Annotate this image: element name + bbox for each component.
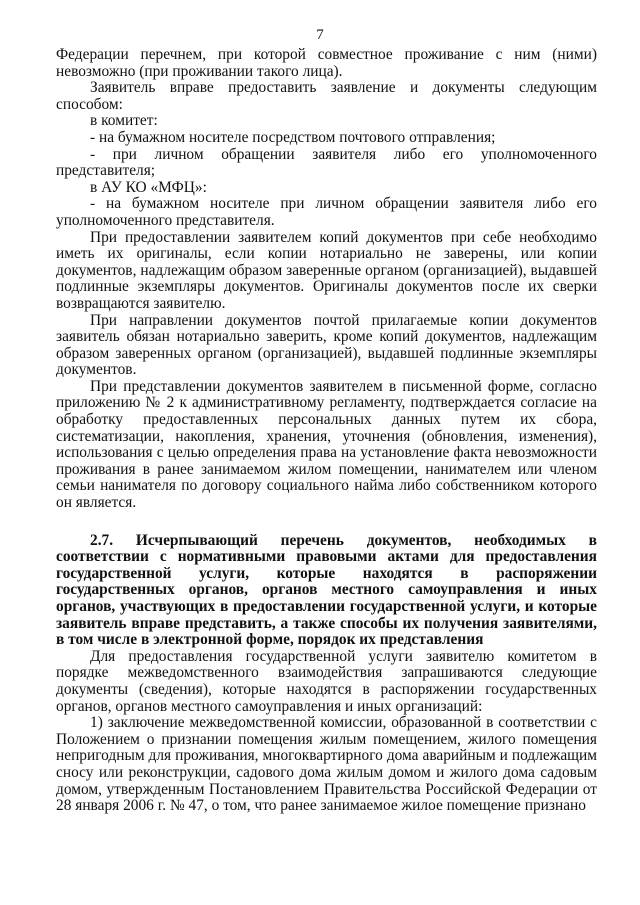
paragraph-7: - на бумажном носителе при личном обращении заявителя либо его уполномоченного представителя. <box>56 195 597 229</box>
paragraph-5: - при личном обращении заявителя либо его уполномоченного представителя; <box>56 145 597 180</box>
page-number: 7 <box>316 27 324 43</box>
paragraph-6: в АУ КО «МФЦ»: <box>90 178 207 196</box>
page-content <box>56 47 597 815</box>
paragraph-3: в комитет: <box>90 112 158 130</box>
paragraph-1: Федерации перечнем, при которой совместное проживание с ним (ними) невозможно (при проживании такого лица). <box>56 46 597 80</box>
paragraph-9: При направлении документов почтой прилагаемые копии документов заявитель обязан нотариально заверить, кроме копий документов, надлежащим образом заверенных органом (организацией), выдавшей подлинные экземпляры документов. <box>56 311 597 379</box>
paragraph-12: Для предоставления государственной услуги заявителю комитетом в порядке межведомственного взаимодействия запрашиваются следующие документы (сведения), которые находятся в распоряжении государственных органов, органов местного самоуправления и иных организаций: <box>56 647 597 715</box>
paragraph-8: При предоставлении заявителем копий документов при себе необходимо иметь их оригиналы, если копии нотариально не заверены, или копии документов, надлежащим образом заверенные органом (организацией), выдавшей подлинные экземпляры документов. Оригиналы документов после их сверки возвращаются заявителю. <box>56 228 597 312</box>
paragraph-10: При представлении документов заявителем в письменной форме, согласно приложению № 2 к административному регламенту, подтверждается согласие на обработку предоставленных персональных данных путем их сбора, систематизации, накопления, хранения, уточнения (обновления, изменения), использования с целью определения права на установление факта невозможности проживания в ранее занимаемом жилом помещении, нанимателем или членом семьи нанимателя по договору социального найма либо собственником которого он является. <box>56 377 597 512</box>
paragraph-2: Заявитель вправе предоставить заявление и документы следующим способом: <box>56 79 597 113</box>
section-heading: 2.7. Исчерпывающий перечень документов, необходимых в соответствии с нормативными правовыми актами для предоставления государственной услуги, которые находятся в распоряжении государственных органов, органов местного самоуправления и иных органов, участвующих в предоставлении государственной услуги, и которые заявитель вправе представить, а также способы их получения заявителями, в том числе в электронной форме, порядок их представления <box>56 531 597 649</box>
paragraph-4: - на бумажном носителе посредством почтового отправления; <box>90 128 496 146</box>
paragraph-13: 1) заключение межведомственной комиссии, образованной в соответствии с Положением о признании помещения жилым помещением, жилого помещения непригодным для проживания, многоквартирного дома аварийным и подлежащим сносу или реконструкции, садового дома жилым домом и жилого дома садовым домом, утвержденным Постановлением Правительства Российской Федерации от 28 января 2006 г. № 47, о том, что ранее занимаемое жилое помещение признано <box>56 714 597 815</box>
blank-line <box>56 512 597 533</box>
